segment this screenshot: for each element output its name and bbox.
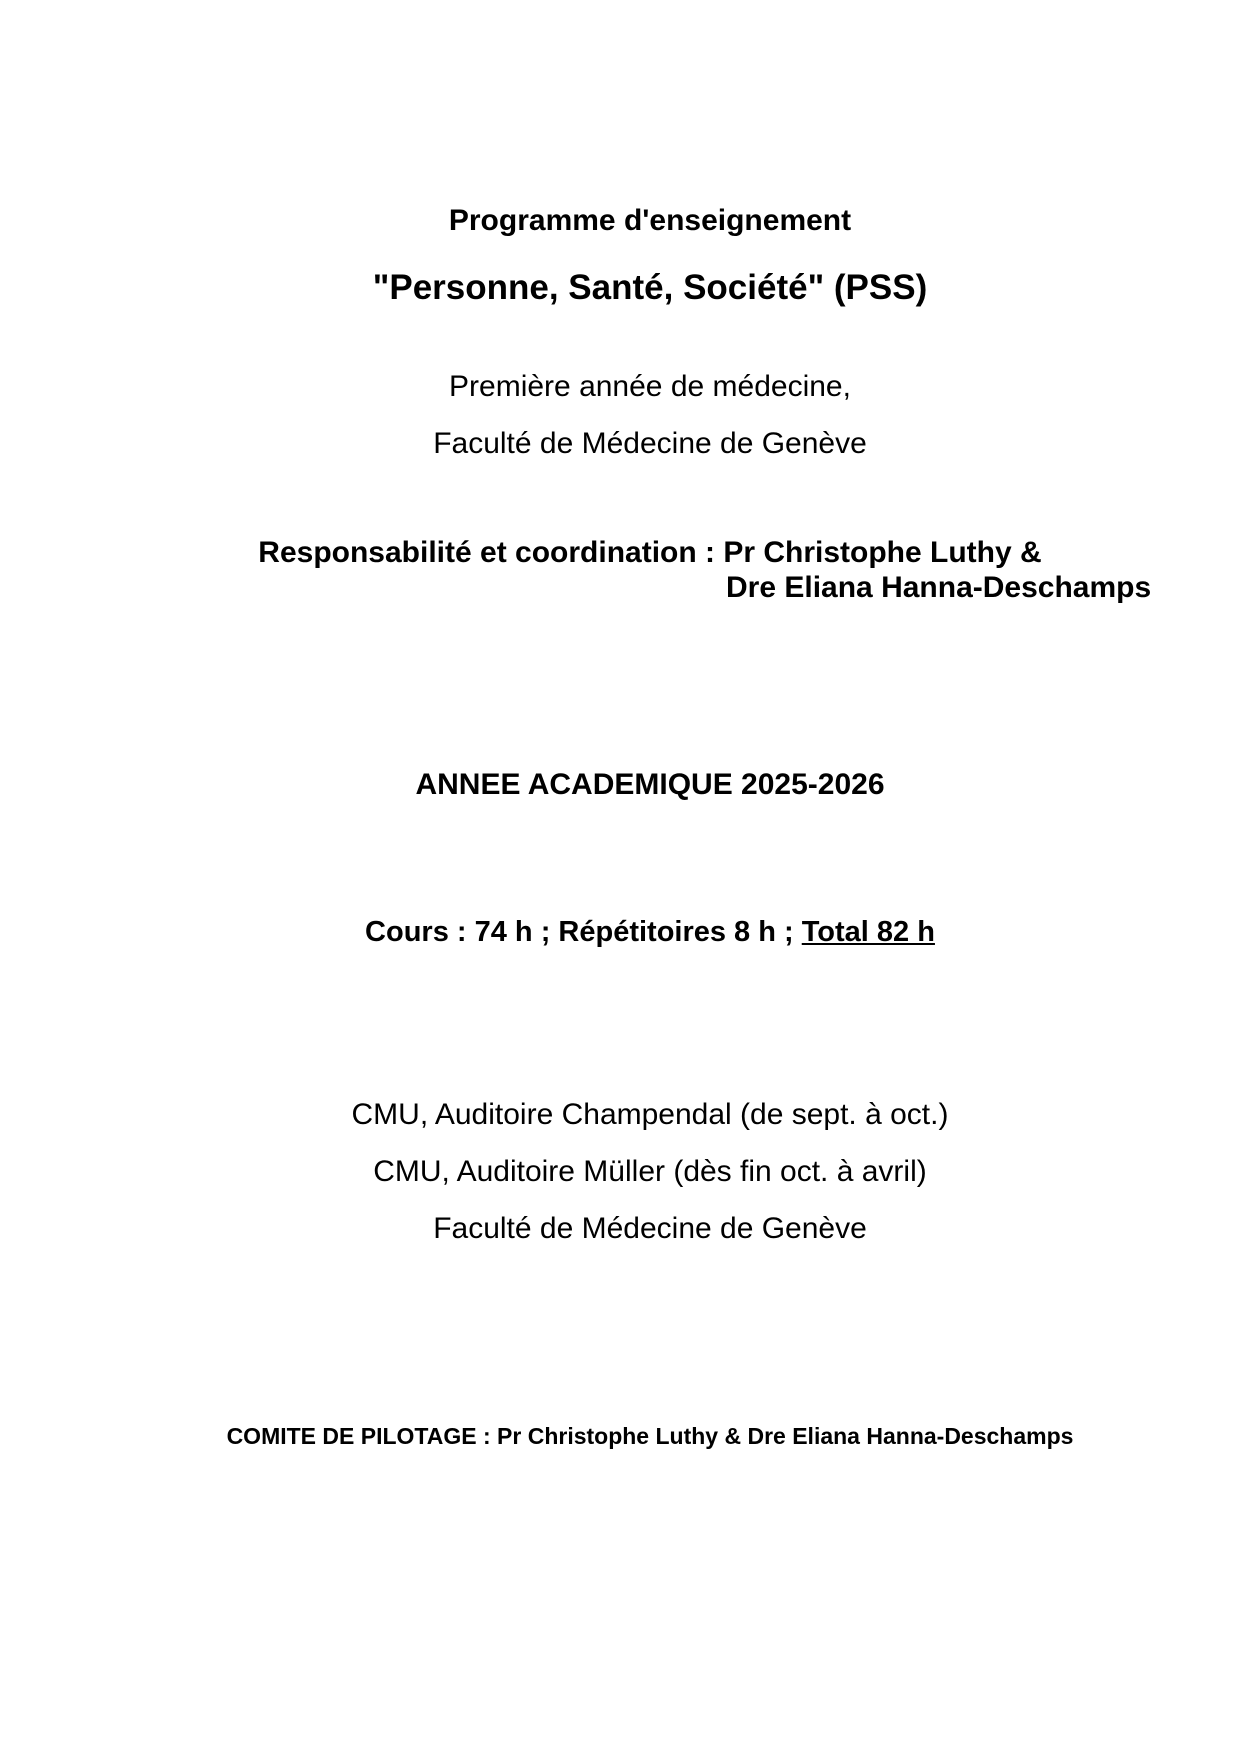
document-title: Programme d'enseignement [448, 204, 852, 237]
program-title: "Personne, Santé, Société" (PSS) [372, 268, 928, 307]
course-hours-text: Cours : 74 h ; Répétitoires 8 h ; [365, 916, 802, 948]
course-hours-line [70, 916, 1230, 949]
steering-committee-line: COMITE DE PILOTAGE : Pr Christophe Luthy & Dre Eliana Hanna-Deschamps [226, 1423, 1074, 1449]
location-auditorium-champendal: CMU, Auditoire Champendal (de sept. à oct.) [351, 1098, 949, 1131]
responsibility-coordination-line2: Dre Eliana Hanna-Deschamps [726, 571, 1152, 604]
subtitle-year-of-study: Première année de médecine, [449, 370, 851, 403]
responsibility-coordination-line1: Responsabilité et coordination : Pr Christophe Luthy & [258, 536, 1042, 569]
location-faculty: Faculté de Médecine de Genève [433, 1212, 867, 1245]
academic-year-heading: ANNEE ACADEMIQUE 2025-2026 [415, 768, 885, 801]
subtitle-faculty: Faculté de Médecine de Genève [433, 427, 867, 460]
course-hours-total: Total 82 h [801, 916, 935, 948]
location-auditorium-muller: CMU, Auditoire Müller (dès fin oct. à avril) [373, 1155, 927, 1188]
